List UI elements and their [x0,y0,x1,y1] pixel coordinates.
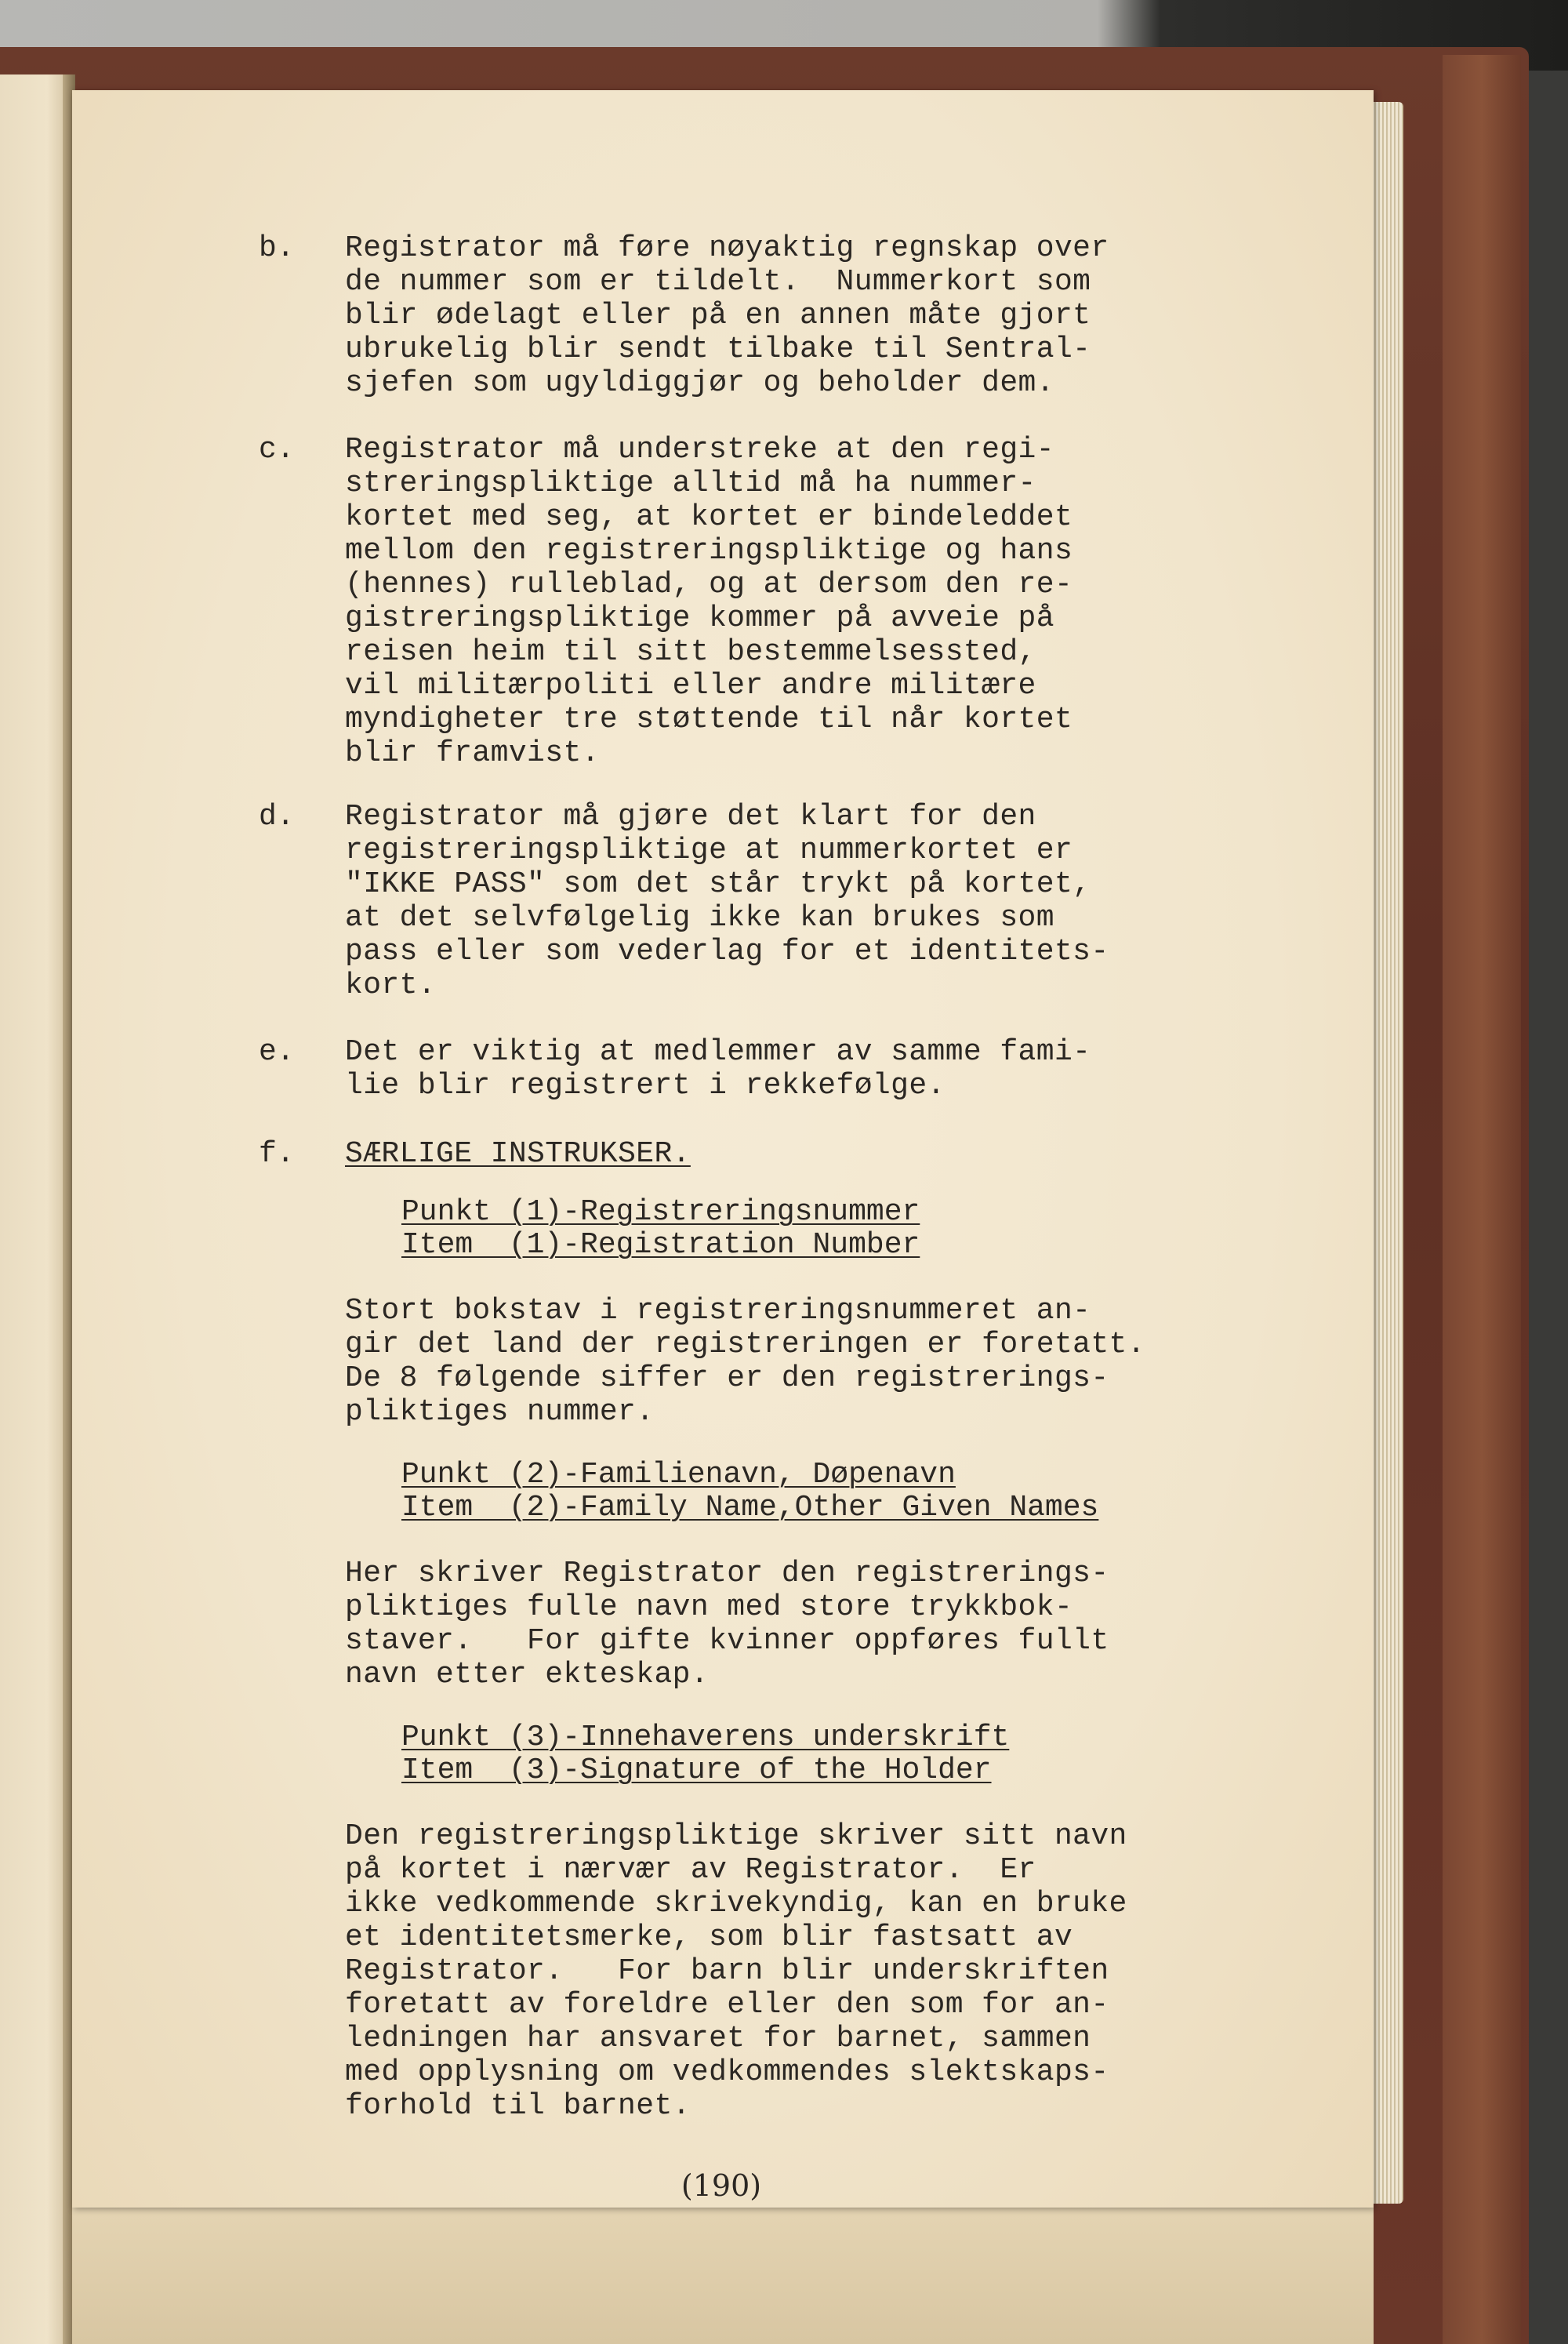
text-line: De 8 følgende siffer er den registrerings- [345,1361,1109,1395]
item-d-marker: d. [259,800,295,834]
item-d-text [345,800,1109,1002]
text-line: lie blir registrert i rekkefølge. [345,1069,946,1103]
instruction-1-text [345,1294,1145,1429]
text-line: mellom den registreringspliktige og hans [345,534,1073,568]
text-line: myndigheter tre støttende til når kortet [345,703,1073,736]
text-line: reisen heim til sitt bestemmelsessted, [345,635,1036,669]
text-line: de nummer som er tildelt. Nummerkort som [345,265,1091,299]
previous-page-edge [0,74,67,2344]
text-line: kort. [345,968,437,1002]
text-line: Registrator. For barn blir underskriften [345,1954,1109,1988]
text-line: pliktiges nummer. [345,1395,655,1429]
text-line: Stort bokstav i registreringsnummeret an- [345,1294,1091,1328]
text-line: et identitetsmerke, som blir fastsatt av [345,1921,1073,1954]
text-line: staver. For gifte kvinner oppføres fullt [345,1624,1109,1658]
text-line: pliktiges fulle navn med store trykkbok- [345,1590,1073,1624]
text-line: blir ødelagt eller på en annen måte gjort [345,299,1091,333]
book-cover-edge [1443,55,1521,2344]
page-bottom-shade [72,2188,1374,2344]
text-line: ledningen har ansvaret for barnet, sammen [345,2022,1091,2055]
text-line: forhold til barnet. [345,2089,691,2123]
item-b-text [345,231,1109,400]
text-line: "IKKE PASS" som det står trykt på kortet, [345,867,1091,901]
text-line: streringspliktige alltid må ha nummer- [345,467,1036,500]
instruction-2-text [345,1557,1109,1692]
document-page [72,90,1374,2208]
text-line: Registrator må gjøre det klart for den [345,800,1036,834]
page-number: (190) [681,2168,762,2203]
text-line: registreringspliktige at nummerkortet er [345,834,1073,867]
text-line: navn etter ekteskap. [345,1658,710,1692]
text-line: foretatt av foreldre eller den som for an- [345,1988,1109,2022]
item-e-text [345,1035,1091,1103]
text-line: (hennes) rulleblad, og at dersom den re- [345,568,1073,601]
text-line: sjefen som ugyldiggjør og beholder dem. [345,366,1054,400]
item-f-marker: f. [259,1137,295,1171]
instruction-3-heading-en: Item (3)-Signature of the Holder [401,1753,992,1787]
text-line: Her skriver Registrator den registrerings- [345,1557,1109,1590]
text-line: kortet med seg, at kortet er bindeleddet [345,500,1073,534]
section-heading-special-instructions: SÆRLIGE INSTRUKSER. [345,1137,691,1171]
item-e-marker: e. [259,1035,295,1069]
text-line: med opplysning om vedkommendes slektskaps- [345,2055,1109,2089]
instruction-1-heading-no: Punkt (1)-Registreringsnummer [401,1195,920,1229]
instruction-3-text [345,1819,1127,2123]
instruction-3-heading-no: Punkt (3)-Innehaverens underskrift [401,1721,1010,1754]
instruction-2-heading-no: Punkt (2)-Familienavn, Døpenavn [401,1458,956,1492]
text-line: at det selvfølgelig ikke kan brukes som [345,901,1054,935]
item-c-marker: c. [259,433,295,467]
text-line: Den registreringspliktige skriver sitt navn [345,1819,1127,1853]
text-line: vil militærpoliti eller andre militære [345,669,1036,703]
instruction-2-heading-en: Item (2)-Family Name,Other Given Names [401,1491,1099,1525]
text-line: på kortet i nærvær av Registrator. Er [345,1853,1036,1887]
item-b-marker: b. [259,231,295,265]
item-c-text [345,433,1073,770]
text-line: blir framvist. [345,736,600,770]
text-line: ikke vedkommende skrivekyndig, kan en bruke [345,1887,1127,1921]
text-line: pass eller som vederlag for et identitets- [345,935,1109,968]
text-line: Registrator må understreke at den regi- [345,433,1054,467]
text-line: Det er viktig at medlemmer av samme fami- [345,1035,1091,1069]
text-line: ubrukelig blir sendt tilbake til Sentral- [345,333,1091,366]
text-line: Registrator må føre nøyaktig regnskap over [345,231,1109,265]
text-line: gir det land der registreringen er foretatt. [345,1328,1145,1361]
text-line: gistreringspliktige kommer på avveie på [345,601,1054,635]
instruction-1-heading-en: Item (1)-Registration Number [401,1228,920,1262]
